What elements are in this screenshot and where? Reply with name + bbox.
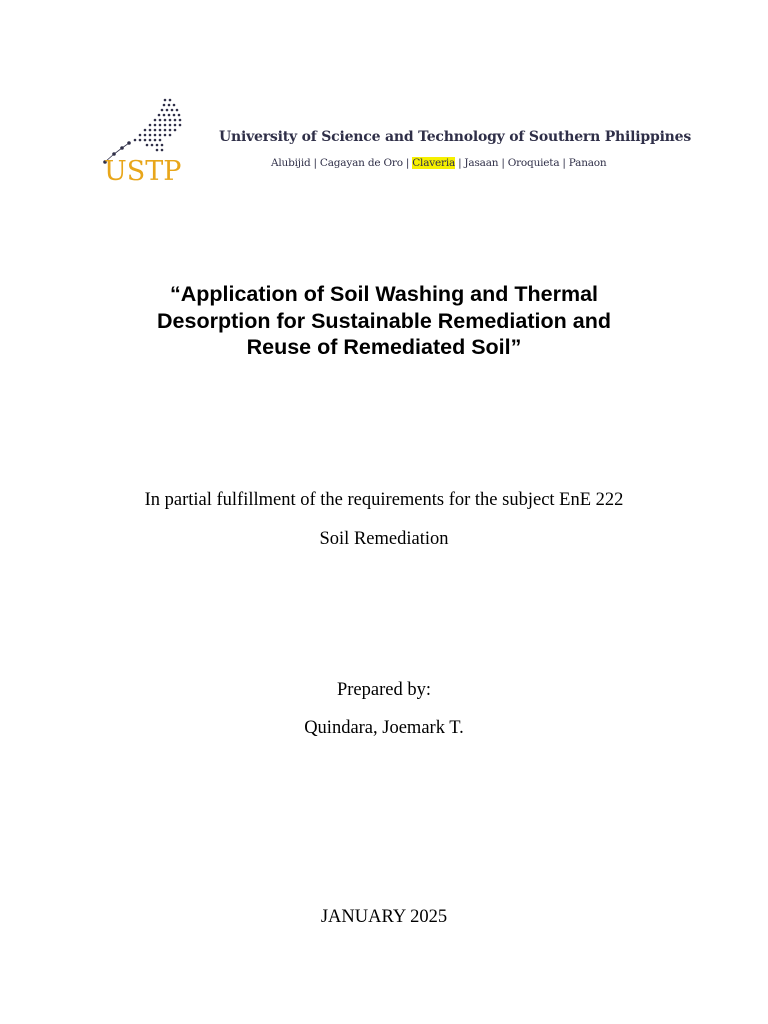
fulfillment-statement: In partial fulfillment of the requirements for the subject EnE 222: [144, 490, 624, 510]
title-line-1: “Application of Soil Washing and Thermal: [169, 282, 599, 306]
campus-claveria: Claveria: [412, 157, 456, 169]
campus-cagayan-de-oro: Cagayan de Oro: [319, 157, 403, 169]
campus-list: [271, 157, 607, 169]
prepared-by-label: Prepared by:: [336, 680, 431, 700]
document-date: JANUARY 2025: [320, 907, 448, 927]
campus-separator: |: [562, 157, 566, 169]
campus-separator: |: [313, 157, 317, 169]
title-line-2: Desorption for Sustainable Remediation and: [157, 308, 611, 333]
author-name: Quindara, Joemark T.: [304, 718, 464, 738]
ustp-logo: [102, 96, 194, 192]
campus-separator: |: [405, 157, 410, 169]
campus-alubijid: Alubijid: [271, 157, 311, 169]
campus-oroquieta: Oroquieta: [507, 157, 560, 169]
campus-jasaan: Jasaan: [464, 157, 499, 169]
title-line-3: Reuse of Remediated Soil”: [246, 335, 522, 359]
university-name: University of Science and Technology of Southern Philippines: [219, 129, 692, 145]
campus-panaon: Panaon: [568, 157, 607, 169]
logo-text: USTP: [104, 156, 182, 187]
subject-name: Soil Remediation: [319, 529, 449, 549]
campus-separator: |: [501, 157, 505, 169]
campus-separator: |: [458, 157, 462, 169]
document-title: [100, 281, 668, 361]
